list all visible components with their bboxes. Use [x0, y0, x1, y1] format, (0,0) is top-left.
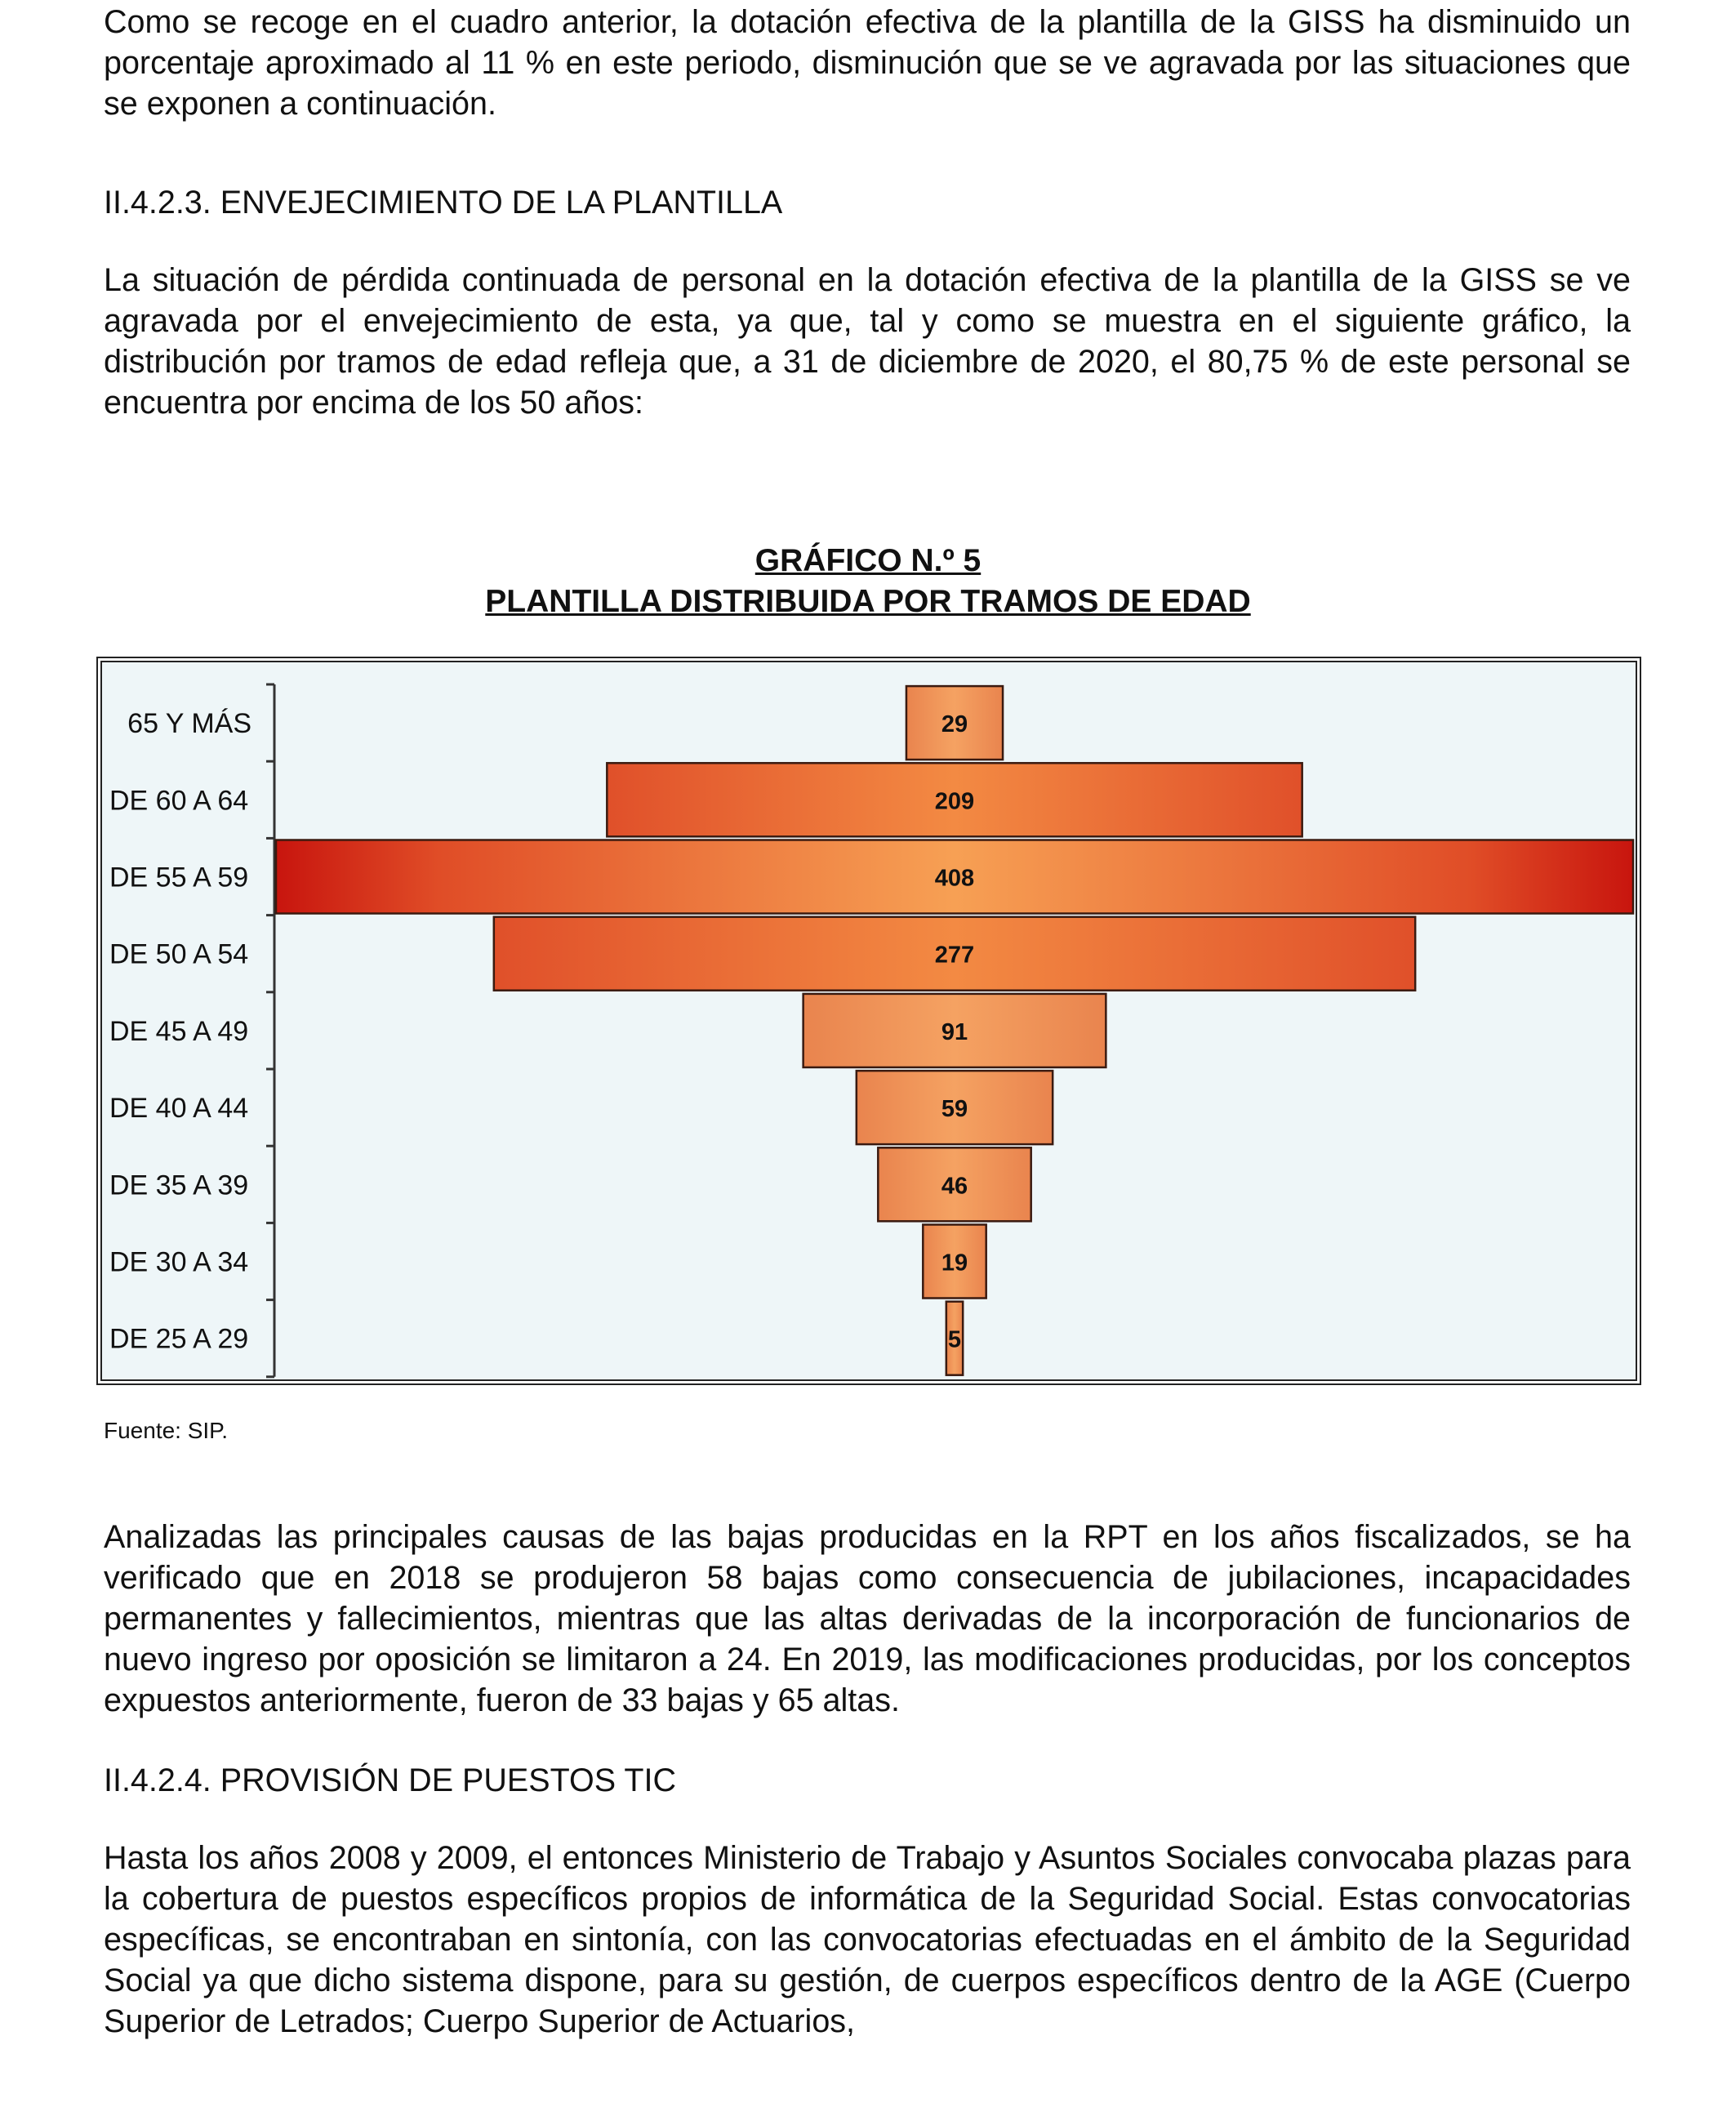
- data-label: 59: [941, 1096, 968, 1123]
- y-tick-label: DE 60 A 64: [109, 785, 249, 817]
- age-pyramid-chart: [96, 657, 1641, 1385]
- section-heading-provision-tic: II.4.2.4. PROVISIÓN DE PUESTOS TIC: [104, 1762, 676, 1798]
- y-tick-label: DE 30 A 34: [109, 1246, 249, 1278]
- data-label: 277: [934, 942, 975, 969]
- y-tick-label: DE 45 A 49: [109, 1015, 249, 1047]
- data-label: 46: [941, 1173, 968, 1200]
- chart-title: PLANTILLA DISTRIBUIDA POR TRAMOS DE EDAD: [485, 584, 1251, 619]
- section-heading-envejecimiento: II.4.2.3. ENVEJECIMIENTO DE LA PLANTILLA: [104, 185, 783, 221]
- data-label: 209: [934, 788, 975, 815]
- y-tick-label: DE 40 A 44: [109, 1093, 249, 1125]
- data-label: 29: [941, 711, 968, 738]
- section-paragraph-envejecimiento: La situación de pérdida continuada de personal en la dotación efectiva de la plantilla de la GISS se ve agravada por el envejecimiento de esta, ya que, tal y como se muestra en el siguiente gráfico, la distribución por tramos de edad refleja que, a 31 de diciembre de 2020, el 80,75 % de este personal se encuentra por encima de los 50 años:: [104, 262, 1631, 421]
- data-label: 5: [947, 1326, 962, 1353]
- y-tick-label: DE 35 A 39: [109, 1170, 249, 1201]
- chart-title-number: GRÁFICO N.º 5: [754, 543, 982, 578]
- data-label: 408: [934, 865, 975, 892]
- y-tick-label: DE 50 A 54: [109, 938, 249, 970]
- data-label: 91: [941, 1018, 968, 1045]
- source-note: Fuente: SIP.: [104, 1418, 229, 1443]
- paragraph-after-chart: Analizadas las principales causas de las bajas producidas en la RPT en los años fiscalizados, se ha verificado que en 2018 se produjeron 58 bajas como consecuencia de jubilaciones, incapacidades permanentes y fallecimientos, mientras que las altas derivadas de la incorporación de funcionarios de nuevo ingreso por oposición se limitaron a 24. En 2019, las modificaciones producidas, por los conceptos expuestos anteriormente, fueron de 33 bajas y 65 altas.: [104, 1519, 1631, 1718]
- intro-paragraph: Como se recoge en el cuadro anterior, la dotación efectiva de la plantilla de la GISS ha disminuido un porcentaje aproximado al 11 % en este periodo, disminución que se ve agravada por las situaciones que se exponen a continuación.: [104, 4, 1631, 122]
- section-paragraph-provision-tic: Hasta los años 2008 y 2009, el entonces Ministerio de Trabajo y Asuntos Sociales convocaba plazas para la cobertura de puestos específicos propios de informática de la Seguridad Social. Estas convocatorias específicas, se encontraban en sintonía, con las convocatorias efectuadas en el ámbito de la Seguridad Social ya que dicho sistema dispone, para su gestión, de cuerpos específicos dentro de la AGE (Cuerpo Superior de Letrados; Cuerpo Superior de Actuarios,: [104, 1840, 1631, 2039]
- data-label: 19: [941, 1250, 968, 1277]
- y-tick-label: DE 25 A 29: [109, 1323, 249, 1355]
- y-tick-label: DE 55 A 59: [109, 862, 249, 893]
- y-tick-label: 65 Y MÁS: [127, 708, 251, 740]
